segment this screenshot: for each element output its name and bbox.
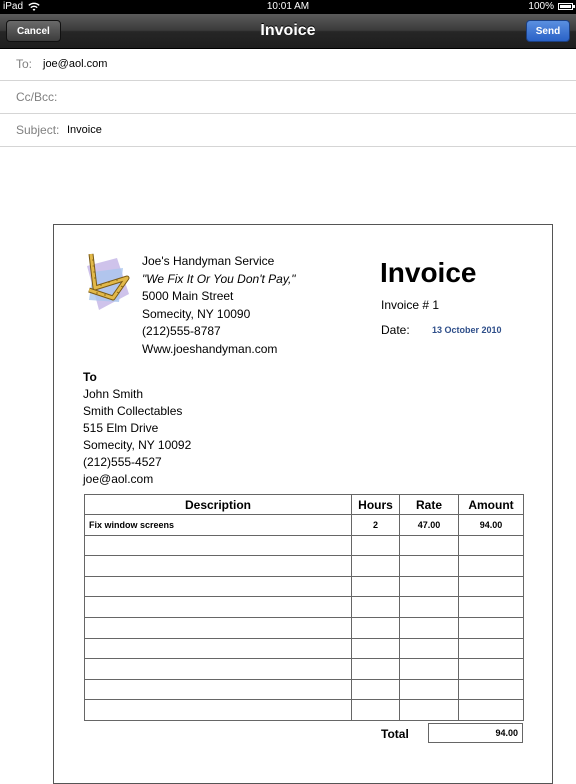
company-city: Somecity, NY 10090 — [142, 306, 251, 321]
item-description — [85, 576, 352, 597]
item-hours — [352, 617, 400, 638]
bill-to-heading: To — [83, 370, 97, 384]
table-row — [85, 700, 524, 721]
bill-to-name: John Smith — [83, 387, 144, 401]
company-street: 5000 Main Street — [142, 289, 234, 303]
send-button[interactable]: Send — [526, 20, 570, 42]
bill-to-city: Somecity, NY 10092 — [83, 438, 192, 452]
item-rate — [400, 535, 459, 556]
item-hours — [352, 597, 400, 618]
table-row — [85, 638, 524, 659]
item-hours — [352, 659, 400, 680]
bill-to-company: Smith Collectables — [83, 404, 183, 418]
bill-to-street: 515 Elm Drive — [83, 421, 159, 435]
table-row — [85, 515, 524, 536]
item-description: Fix window screens — [85, 515, 352, 536]
carrier-label: iPad — [3, 1, 24, 12]
item-rate — [400, 556, 459, 577]
invoice-date-value: 13 October 2010 — [432, 325, 502, 335]
table-row — [85, 556, 524, 577]
item-hours: 2 — [352, 515, 400, 536]
bill-to — [83, 369, 191, 488]
item-amount — [459, 679, 524, 700]
cc-bcc-label: Cc/Bcc: — [16, 90, 58, 104]
bill-to-email: joe@aol.com — [83, 472, 154, 486]
table-row — [85, 597, 524, 618]
item-amount — [459, 617, 524, 638]
clock: 10:01 AM — [266, 1, 310, 12]
ruler-logo-icon — [79, 250, 135, 316]
total-label: Total — [381, 727, 409, 741]
item-description — [85, 679, 352, 700]
company-phone: (212)555-8787 — [142, 324, 221, 338]
item-rate — [400, 679, 459, 700]
item-amount: 94.00 — [459, 515, 524, 536]
item-hours — [352, 535, 400, 556]
item-hours — [352, 556, 400, 577]
item-amount — [459, 556, 524, 577]
to-field[interactable] — [0, 48, 576, 81]
item-description — [85, 597, 352, 618]
item-hours — [352, 638, 400, 659]
item-amount — [459, 700, 524, 721]
item-rate — [400, 700, 459, 721]
table-row — [85, 679, 524, 700]
item-description — [85, 535, 352, 556]
battery-icon — [558, 3, 573, 10]
item-rate — [400, 597, 459, 618]
invoice-date-label: Date: — [381, 323, 410, 337]
status-bar — [0, 0, 576, 14]
invoice-number — [381, 298, 439, 312]
table-row — [85, 576, 524, 597]
item-description — [85, 556, 352, 577]
col-amount-header: Amount — [459, 495, 524, 515]
item-amount — [459, 576, 524, 597]
invoice-title: Invoice — [380, 257, 477, 288]
item-rate — [400, 617, 459, 638]
total-value: 94.00 — [428, 723, 523, 743]
item-amount — [459, 597, 524, 618]
item-hours — [352, 679, 400, 700]
company-website: Www.joeshandyman.com — [142, 341, 278, 356]
item-description — [85, 638, 352, 659]
item-rate — [400, 576, 459, 597]
nav-title: Invoice — [260, 22, 316, 39]
item-amount — [459, 535, 524, 556]
table-header-row — [85, 495, 524, 515]
cc-bcc-field[interactable] — [0, 81, 576, 114]
bill-to-phone: (212)555-4527 — [83, 455, 162, 469]
item-hours — [352, 700, 400, 721]
company-info — [142, 253, 296, 358]
item-rate — [400, 659, 459, 680]
invoice-number-value: 1 — [432, 298, 440, 312]
company-name: Joe's Handyman Service — [142, 254, 275, 268]
subject-field[interactable] — [0, 114, 576, 147]
col-hours-header: Hours — [352, 495, 400, 515]
to-value[interactable]: joe@aol.com — [43, 58, 108, 70]
item-description — [85, 617, 352, 638]
company-slogan: "We Fix It Or You Don't Pay," — [142, 271, 296, 286]
item-amount — [459, 638, 524, 659]
subject-value[interactable]: Invoice — [67, 124, 102, 136]
navigation-bar — [0, 14, 576, 49]
table-row — [85, 535, 524, 556]
battery-percentage: 100% — [528, 1, 554, 12]
cancel-button[interactable]: Cancel — [6, 20, 61, 42]
table-row — [85, 659, 524, 680]
item-rate: 47.00 — [400, 515, 459, 536]
item-amount — [459, 659, 524, 680]
item-hours — [352, 576, 400, 597]
col-rate-header: Rate — [400, 495, 459, 515]
item-rate — [400, 638, 459, 659]
item-description — [85, 700, 352, 721]
subject-label: Subject: — [16, 123, 60, 137]
battery-fill — [560, 5, 571, 8]
to-label: To: — [16, 57, 33, 71]
table-row — [85, 617, 524, 638]
col-description-header: Description — [85, 495, 352, 515]
item-description — [85, 659, 352, 680]
invoice-number-label: Invoice # — [381, 298, 430, 312]
invoice-items-table — [84, 494, 524, 721]
